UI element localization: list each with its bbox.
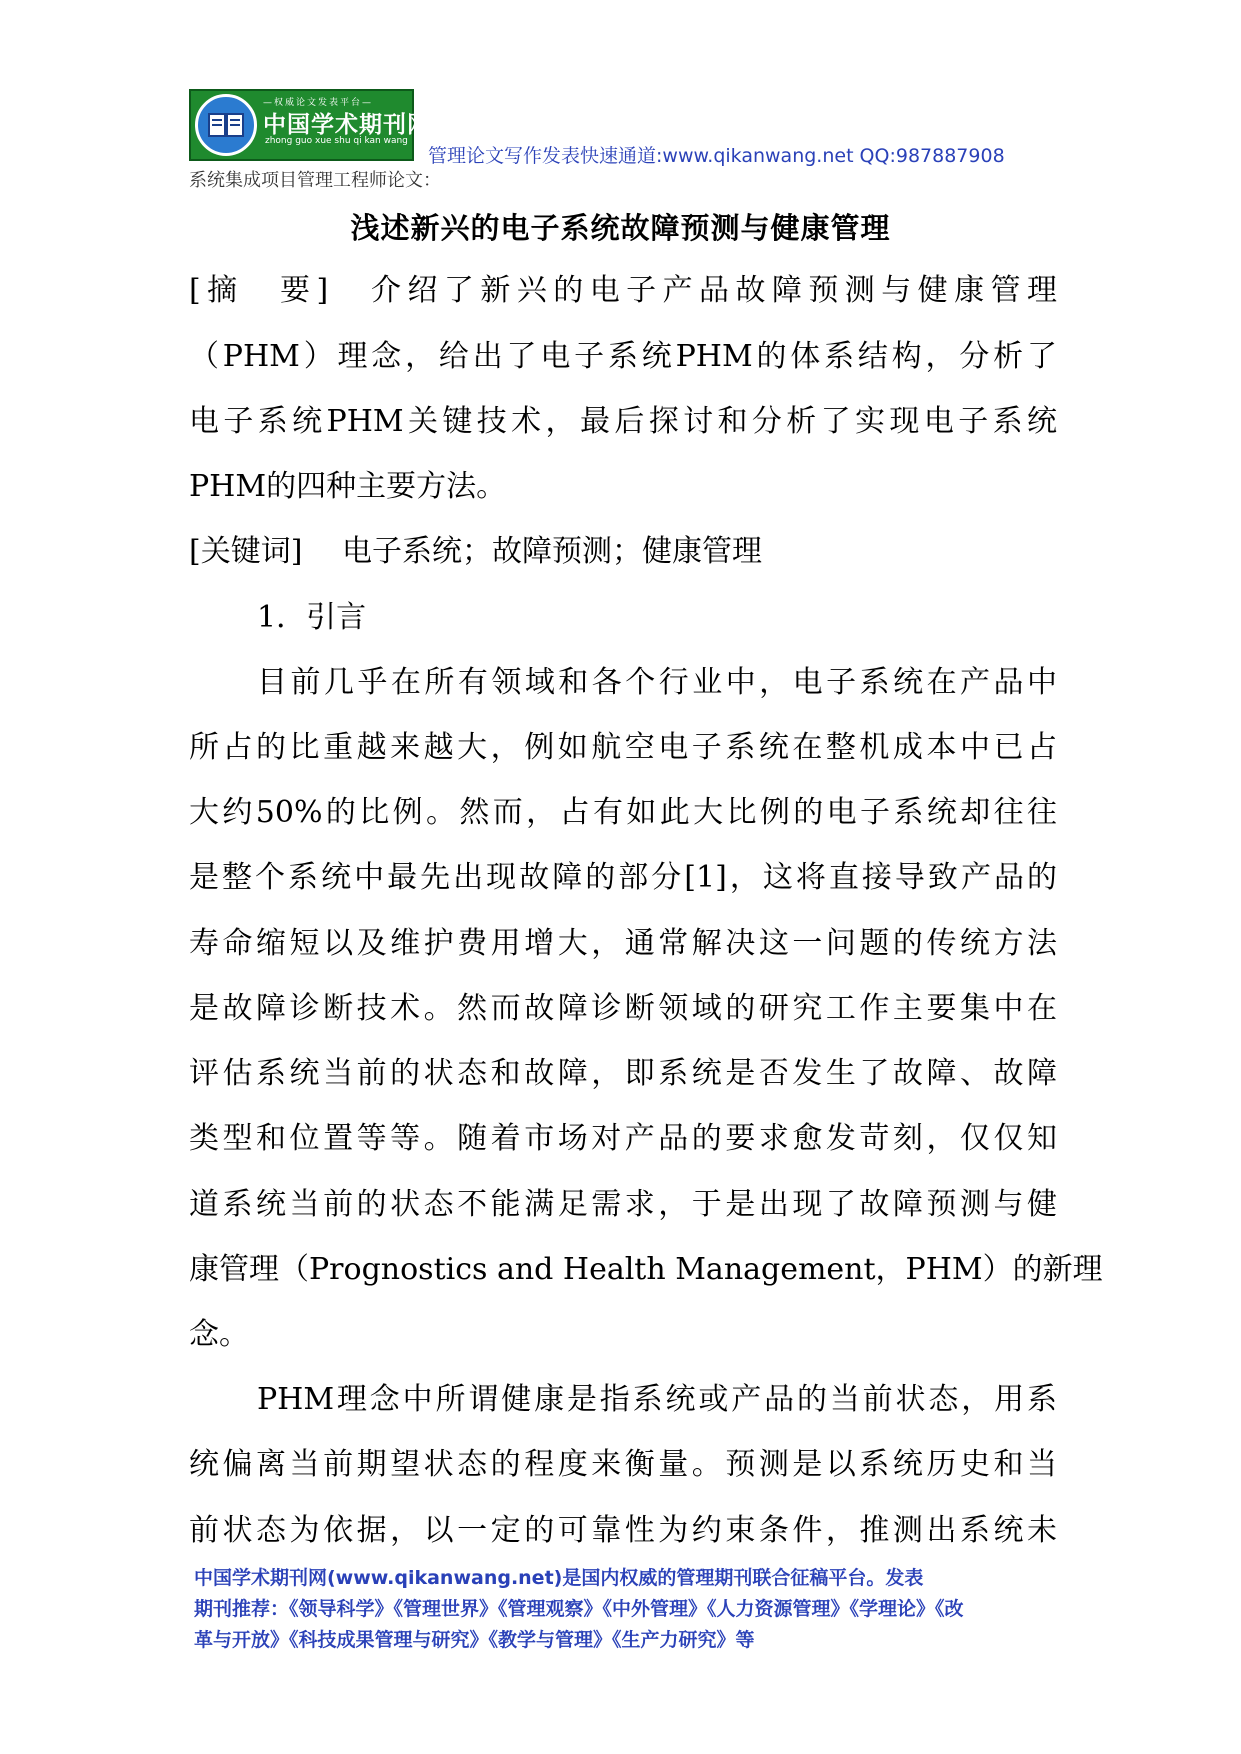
footer-promo [194,1563,1060,1656]
section-heading: 1．引言 [257,600,367,635]
keywords-line: [关键词] 电子系统；故障预测；健康管理 [189,534,762,569]
paragraph-line: 目前几乎在所有领域和各个行业中，电子系统在产品中 [257,665,1057,700]
abstract-line: 电子系统PHM关键技术，最后探讨和分析了实现电子系统 [189,404,1057,439]
logo-tagline: —权威论文发表平台— [263,98,374,108]
logo-name: 中国学术期刊网 [263,112,431,138]
paragraph-line: 所占的比重越来越大，例如航空电子系统在整机成本中已占 [189,730,1057,765]
paragraph-line: 统偏离当前期望状态的程度来衡量。预测是以系统历史和当 [189,1447,1057,1482]
paragraph-line: 念。 [189,1317,249,1352]
paragraph-line: 康管理（Prognostics and Health Management，PHM）的新理 [189,1252,1103,1287]
site-logo[interactable] [189,89,431,161]
paragraph-line: 类型和位置等等。随着市场对产品的要求愈发苛刻，仅仅知 [189,1121,1057,1156]
abstract-line: [摘 要] 介绍了新兴的电子产品故障预测与健康管理 [189,273,1057,308]
paragraph-line: 寿命缩短以及维护费用增大，通常解决这一问题的传统方法 [189,926,1057,961]
header-link[interactable]: 管理论文写作发表快速通道:www.qikanwang.net QQ:987887908 [428,145,1005,167]
footer-line[interactable]: 中国学术期刊网(www.qikanwang.net)是国内权威的管理期刊联合征稿平台。发表 [194,1567,924,1589]
document-category: 系统集成项目管理工程师论文： [189,170,441,191]
paragraph-line: 是故障诊断技术。然而故障诊断领域的研究工作主要集中在 [189,991,1057,1026]
open-book-icon [208,111,244,141]
page-title: 浅述新兴的电子系统故障预测与健康管理 [350,211,891,245]
paragraph-line: PHM理念中所谓健康是指系统或产品的当前状态，用系 [257,1382,1057,1417]
paragraph-line: 大约50%的比例。然而，占有如此大比例的电子系统却往往 [189,795,1057,830]
logo-emblem [195,94,257,156]
abstract-line: （PHM）理念，给出了电子系统PHM的体系结构，分析了 [189,339,1057,374]
logo-pinyin: zhong guo xue shu qi kan wang [265,136,408,146]
footer-line: 革与开放》《科技成果管理与研究》《教学与管理》《生产力研究》等 [194,1629,755,1651]
paragraph-line: 道系统当前的状态不能满足需求，于是出现了故障预测与健 [189,1187,1057,1222]
paragraph-line: 评估系统当前的状态和故障，即系统是否发生了故障、故障 [189,1056,1057,1091]
footer-line: 期刊推荐：《领导科学》《管理世界》《管理观察》《中外管理》《人力资源管理》《学理论》《改 [194,1598,964,1620]
paragraph-line: 前状态为依据，以一定的可靠性为约束条件，推测出系统未 [189,1513,1057,1548]
paragraph-line: 是整个系统中最先出现故障的部分[1]，这将直接导致产品的 [189,860,1057,895]
abstract-line: PHM的四种主要方法。 [189,469,507,504]
